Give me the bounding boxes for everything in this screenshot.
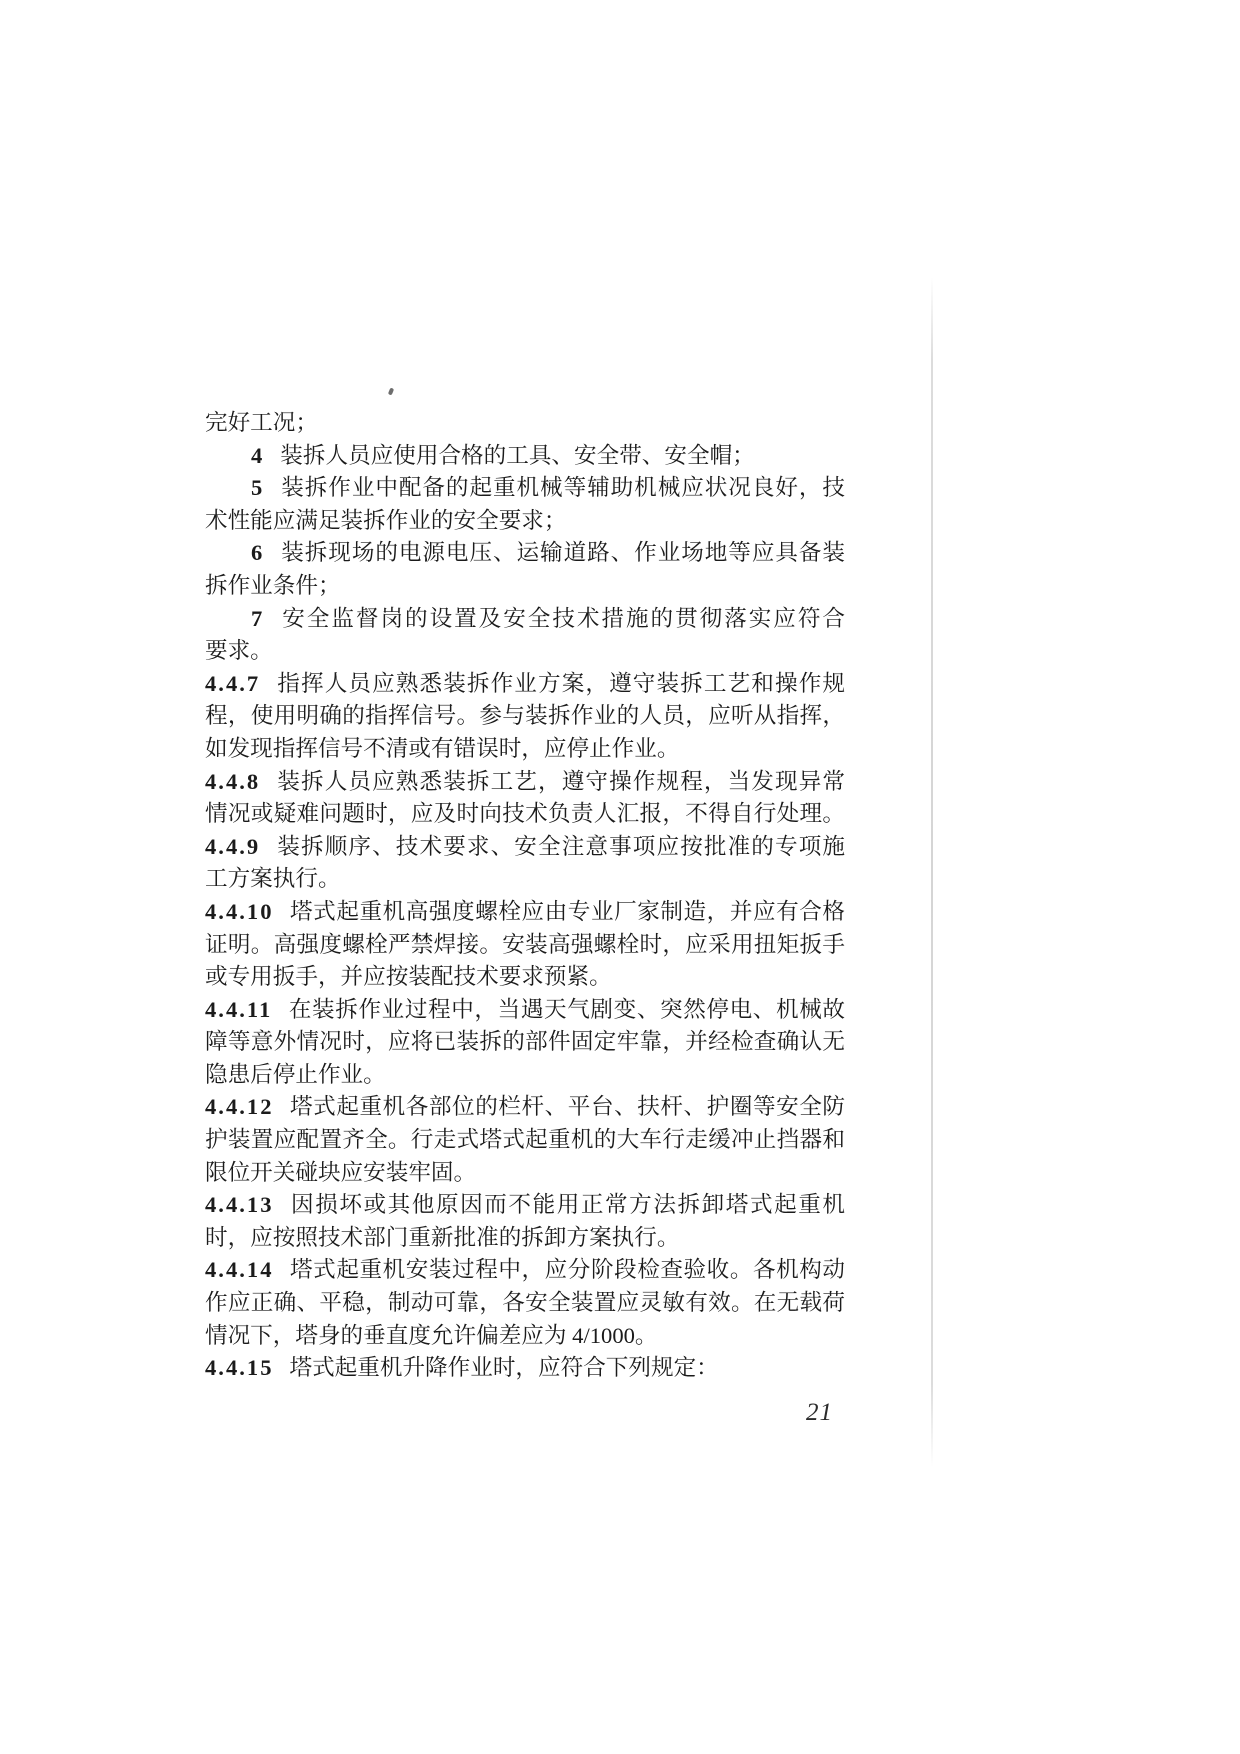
clause-number: 4.4.12: [205, 1094, 274, 1120]
line-text: 装拆人员应使用合格的工具、安全带、安全帽；: [280, 442, 755, 468]
clause-number: 4.4.8: [205, 768, 261, 794]
text-line: [205, 1222, 845, 1255]
body-text: [205, 407, 845, 1385]
text-line: [205, 733, 845, 766]
clause-number: 4.4.7: [205, 670, 261, 696]
line-text: 拆作业条件；: [205, 572, 341, 598]
text-line: [205, 1026, 845, 1059]
line-text: 装拆人员应熟悉装拆工艺，遵守操作规程，当发现异常: [276, 768, 845, 794]
text-line: [205, 798, 845, 831]
text-line: [205, 1287, 845, 1320]
line-text: 在装拆作业过程中，当遇天气剧变、突然停电、机械故: [288, 996, 845, 1022]
line-text: 如发现指挥信号不清或有错误时，应停止作业。: [205, 735, 680, 761]
text-line: [205, 961, 845, 994]
clause-line: [205, 766, 845, 799]
scan-artifact-line: [931, 277, 933, 1467]
text-line: [205, 700, 845, 733]
text-line: [205, 1157, 845, 1190]
page-number: 21: [806, 1399, 833, 1426]
clause-number: 4.4.9: [205, 833, 261, 859]
line-text: 限位开关碰块应安装牢固。: [205, 1159, 477, 1185]
line-text: 护装置应配置齐全。行走式塔式起重机的大车行走缓冲止挡器和: [205, 1127, 845, 1153]
text-line: [205, 570, 845, 603]
text-line: [205, 505, 845, 538]
clause-line: [205, 1254, 845, 1287]
line-text: 安全监督岗的设置及安全技术措施的贯彻落实应符合: [280, 605, 845, 631]
line-text: 装拆现场的电源电压、运输道路、作业场地等应具备装: [280, 540, 845, 566]
line-text: 证明。高强度螺栓严禁焊接。安装高强螺栓时，应采用扭矩扳手: [205, 931, 845, 957]
clause-number: 5: [251, 475, 265, 501]
line-text: 工方案执行。: [205, 866, 341, 892]
clause-number: 6: [251, 540, 265, 566]
line-text: 情况或疑难问题时，应及时向技术负责人汇报，不得自行处理。: [205, 801, 845, 827]
line-text: 装拆作业中配备的起重机械等辅助机械应状况良好，技: [280, 475, 845, 501]
text-line: [205, 635, 845, 668]
clause-line: [205, 440, 845, 473]
clause-number: 4: [251, 442, 265, 468]
line-text: 或专用扳手，并应按装配技术要求预紧。: [205, 964, 612, 990]
line-text: 情况下，塔身的垂直度允许偏差应为 4/1000。: [205, 1322, 658, 1348]
clause-number: 4.4.10: [205, 898, 274, 924]
text-line: [205, 929, 845, 962]
clause-line: [205, 1091, 845, 1124]
clause-number: 4.4.15: [205, 1355, 274, 1381]
clause-number: 7: [251, 605, 265, 631]
clause-line: [205, 1189, 845, 1222]
clause-line: [205, 472, 845, 505]
line-text: 装拆顺序、技术要求、安全注意事项应按批准的专项施: [276, 833, 845, 859]
line-text: 隐患后停止作业。: [205, 1061, 386, 1087]
line-text: 因损坏或其他原因而不能用正常方法拆卸塔式起重机: [289, 1192, 845, 1218]
text-line: [205, 863, 845, 896]
line-text: 塔式起重机高强度螺栓应由专业厂家制造，并应有合格: [289, 898, 845, 924]
line-text: 时，应按照技术部门重新批准的拆卸方案执行。: [205, 1224, 680, 1250]
text-line: [205, 1320, 845, 1353]
clause-number: 4.4.14: [205, 1257, 274, 1283]
clause-line: [205, 831, 845, 864]
clause-line: [205, 537, 845, 570]
text-line: [205, 407, 845, 440]
scan-artifact-dot: [388, 388, 394, 396]
line-text: 塔式起重机各部位的栏杆、平台、扶杆、护圈等安全防: [289, 1094, 845, 1120]
clause-line: [205, 896, 845, 929]
clause-line: [205, 994, 845, 1027]
clause-number: 4.4.11: [205, 996, 273, 1022]
clause-line: [205, 1352, 845, 1385]
line-text: 塔式起重机安装过程中，应分阶段检查验收。各机构动: [289, 1257, 845, 1283]
line-text: 指挥人员应熟悉装拆作业方案，遵守装拆工艺和操作规: [276, 670, 845, 696]
clause-line: [205, 603, 845, 636]
clause-line: [205, 668, 845, 701]
text-line: [205, 1059, 845, 1092]
line-text: 程，使用明确的指挥信号。参与装拆作业的人员，应听从指挥，: [205, 703, 845, 729]
line-text: 障等意外情况时，应将已装拆的部件固定牢靠，并经检查确认无: [205, 1029, 845, 1055]
line-text: 塔式起重机升降作业时，应符合下列规定：: [289, 1355, 719, 1381]
line-text: 作应正确、平稳，制动可靠，各安全装置应灵敏有效。在无载荷: [205, 1290, 845, 1316]
line-text: 完好工况；: [205, 410, 318, 435]
text-line: [205, 1124, 845, 1157]
line-text: 术性能应满足装拆作业的安全要求；: [205, 507, 567, 533]
line-text: 要求。: [205, 638, 273, 664]
clause-number: 4.4.13: [205, 1192, 274, 1218]
